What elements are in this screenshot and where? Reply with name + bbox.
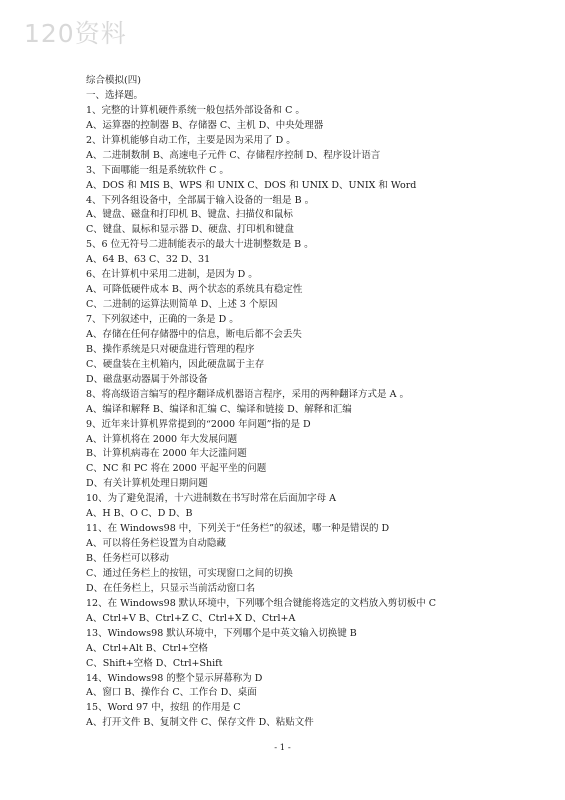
options-13-cd: C、Shift+空格 D、Ctrl+Shift (86, 657, 223, 669)
options-15: A、打开文件 B、复制文件 C、保存文件 D、粘贴文件 (86, 717, 314, 729)
options-4-cd: C、键盘、鼠标和显示器 D、硬盘、打印机和键盘 (86, 224, 294, 236)
option-7-b: B、操作系统是只对硬盘进行管理的程序 (86, 343, 255, 355)
option-9-d: D、有关计算机处理日期问题 (86, 478, 208, 490)
options-4-ab: A、键盘、磁盘和打印机 B、键盘、扫描仪和鼠标 (86, 209, 293, 221)
option-9-a: A、计算机将在 2000 年大发展问题 (86, 433, 238, 445)
question-14: 14、Windows98 的整个显示屏幕称为 D (86, 672, 263, 684)
option-11-d: D、在任务栏上，只显示当前活动窗口名 (86, 582, 256, 594)
page-number: - 1 - (274, 743, 291, 753)
doc-title: 综合模拟(四) (86, 75, 141, 86)
options-6-cd: C、二进制的运算法则简单 D、上述 3 个原因 (86, 299, 278, 311)
question-2: 2、计算机能够自动工作，主要是因为采用了 D 。 (86, 134, 296, 146)
question-12: 12、在 Windows98 默认环境中，下列哪个组合键能将选定的文档放入剪切板中 C (86, 597, 437, 609)
question-1: 1、完整的计算机硬件系统一般包括外部设备和 C 。 (86, 104, 305, 116)
option-9-b: B、计算机病毒在 2000 年大泛滥问题 (86, 448, 247, 460)
option-7-a: A、存储在任何存储器中的信息，断电后都不会丢失 (86, 328, 302, 340)
question-13: 13、Windows98 默认环境中，下列哪个是中英文输入切换键 B (86, 627, 357, 639)
options-10: A、H B、O C、D D、B (86, 508, 193, 520)
question-5: 5、6 位无符号二进制能表示的最大十进制整数是 B 。 (86, 239, 314, 251)
options-6-ab: A、可降低硬件成本 B、两个状态的系统具有稳定性 (86, 284, 303, 296)
question-6: 6、在计算机中采用二进制，是因为 D 。 (86, 269, 258, 281)
option-11-b: B、任务栏可以移动 (86, 553, 169, 564)
question-11: 11、在 Windows98 中，下列关于“任务栏”的叙述，哪一种是错误的 D (86, 523, 390, 535)
option-9-c: C、NC 和 PC 将在 2000 平起平坐的问题 (86, 463, 267, 475)
question-4: 4、下列各组设备中，全部属于输入设备的一组是 B 。 (86, 194, 315, 206)
watermark-logo: 120资料 (24, 19, 127, 48)
question-10: 10、为了避免混淆，十六进制数在书写时常在后面加字母 A (86, 493, 336, 505)
options-1: A、运算器的控制器 B、存储器 C、主机 D、中央处理器 (86, 119, 324, 131)
option-7-c: C、硬盘装在主机箱内，因此硬盘属于主存 (86, 358, 265, 370)
options-5: A、64 B、63 C、32 D、31 (86, 254, 211, 266)
question-7: 7、下列叙述中，正确的一条是 D 。 (86, 314, 239, 325)
question-8: 8、将高级语言编写的程序翻译成机器语言程序，采用的两种翻译方式是 A 。 (86, 388, 409, 400)
section-heading: 一、选择题。 (86, 89, 144, 101)
question-3: 3、下面哪能一组是系统软件 C 。 (86, 164, 229, 176)
question-9: 9、近年来计算机界常提到的“2000 年问题”指的是 D (86, 418, 311, 430)
document-body (86, 74, 526, 731)
options-8: A、编译和解释 B、编译和汇编 C、编译和链接 D、解释和汇编 (86, 403, 352, 415)
question-15: 15、Word 97 中，按纽 的作用是 C (86, 702, 241, 714)
option-11-c: C、通过任务栏上的按钮，可实现窗口之间的切换 (86, 567, 293, 579)
options-13-ab: A、Ctrl+Alt B、Ctrl+空格 (86, 642, 208, 654)
options-14: A、窗口 B、操作台 C、工作台 D、桌面 (86, 687, 257, 699)
option-11-a: A、可以将任务栏设置为自动隐藏 (86, 538, 226, 550)
options-2: A、二进制数制 B、高速电子元件 C、存储程序控制 D、程序设计语言 (86, 149, 381, 161)
option-7-d: D、磁盘驱动器属于外部设备 (86, 373, 208, 385)
options-3: A、DOS 和 MIS B、WPS 和 UNIX C、DOS 和 UNIX D、UNIX 和 Word (86, 179, 417, 191)
options-12: A、Ctrl+V B、Ctrl+Z C、Ctrl+X D、Ctrl+A (86, 612, 296, 624)
